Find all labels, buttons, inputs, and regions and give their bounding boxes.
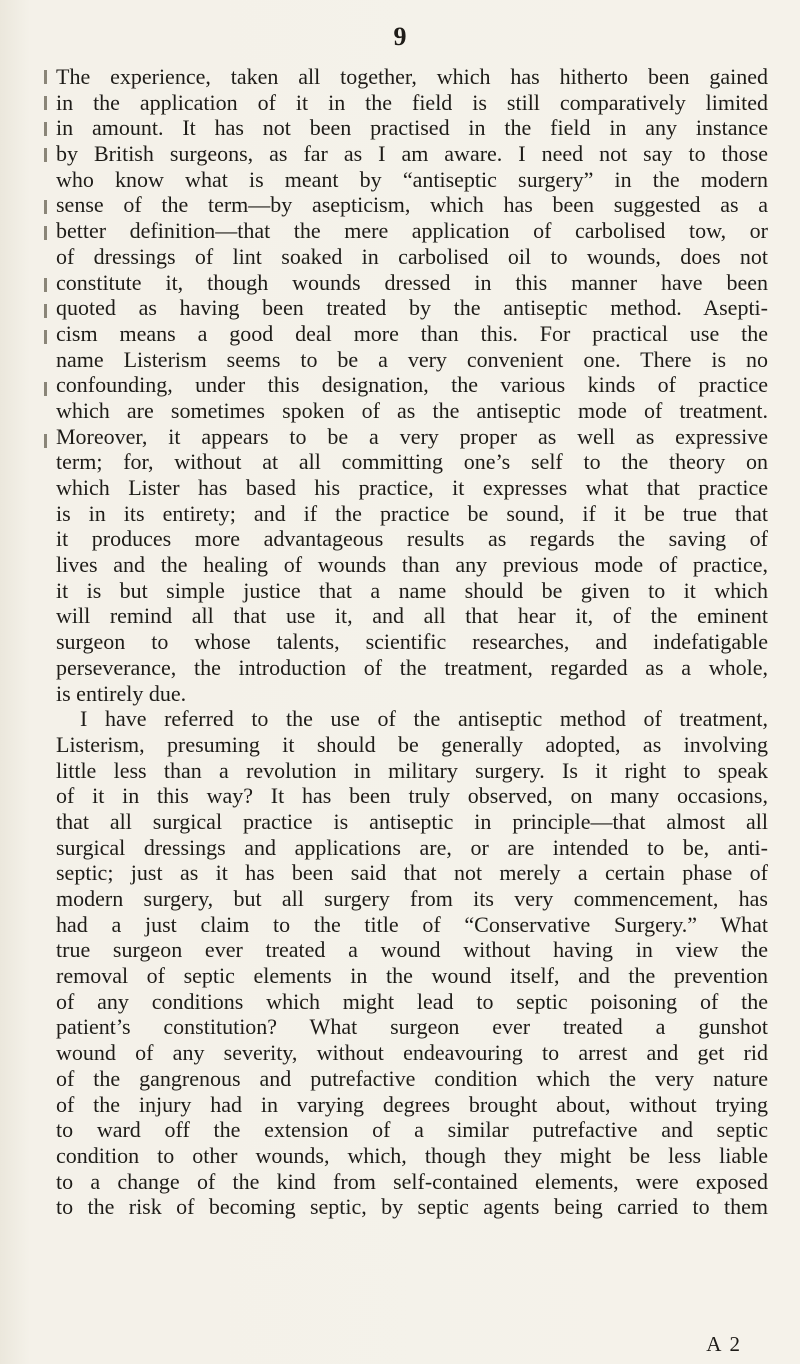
text-line: to a change of the kind from self-contained elements, were exposed: [56, 1168, 768, 1194]
text-line: name Listerism seems to be a very convenient one. There is no: [56, 346, 768, 372]
text-line: is in its entirety; and if the practice be sound, if it be true that: [56, 500, 768, 526]
paragraph-1: [56, 64, 768, 706]
text-line: quoted as having been treated by the antiseptic method. Asepti-: [56, 295, 768, 321]
margin-mark: [44, 148, 47, 162]
text-line: of the injury had in varying degrees brought about, without trying: [56, 1091, 768, 1117]
text-line: will remind all that use it, and all that hear it, of the eminent: [56, 603, 768, 629]
text-line: that all surgical practice is antiseptic in principle—that almost all: [56, 808, 768, 834]
text-line: little less than a revolution in military surgery. Is it right to speak: [56, 757, 768, 783]
text-line: who know what is meant by “antiseptic surgery” in the modern: [56, 166, 768, 192]
text-line: is entirely due.: [56, 680, 187, 706]
text-line: which Lister has based his practice, it expresses what that practice: [56, 475, 768, 500]
body-text: [56, 64, 768, 1220]
text-line: condition to other wounds, which, though they might be less liable: [56, 1142, 768, 1168]
text-line: confounding, under this designation, the various kinds of practice: [56, 372, 768, 398]
margin-mark: [44, 96, 47, 110]
text-line: Listerism, presuming it should be generally adopted, as involving: [56, 731, 768, 757]
text-line: surgical dressings and applications are, or are intended to be, anti-: [56, 834, 768, 860]
page-number: 9: [393, 22, 407, 51]
text-line: it is but simple justice that a name should be given to it which: [56, 577, 768, 603]
text-line: cism means a good deal more than this. For practical use the: [56, 320, 768, 346]
text-line: in amount. It has not been practised in the field in any instance: [56, 115, 768, 141]
margin-mark: [44, 330, 47, 344]
text-line: lives and the healing of wounds than any previous mode of practice,: [56, 552, 768, 578]
text-line: to ward off the extension of a similar putrefactive and septic: [56, 1117, 768, 1143]
text-line: patient’s constitution? What surgeon ever treated a gunshot: [56, 1014, 768, 1040]
text-line: of any conditions which might lead to septic poisoning of the: [56, 988, 768, 1014]
text-line: removal of septic elements in the wound itself, and the prevention: [56, 963, 768, 989]
text-line: constitute it, though wounds dressed in this manner have been: [56, 269, 768, 295]
margin-mark: [44, 122, 47, 136]
text-line: of it in this way? It has been truly observed, on many occasions,: [56, 783, 768, 809]
text-line: in the application of it in the field is still comparatively limited: [56, 89, 768, 115]
text-line: wound of any severity, without endeavouring to arrest and get rid: [56, 1040, 768, 1066]
margin-mark: [44, 382, 47, 396]
text-line: I have referred to the use of the antiseptic method of treatment,: [80, 706, 768, 732]
text-line: to the risk of becoming septic, by septic agents being carried to them: [56, 1194, 768, 1220]
text-line: Moreover, it appears to be a very proper as well as expressive: [56, 423, 768, 449]
text-line: it produces more advantageous results as regards the saving of: [56, 526, 768, 552]
text-line: which are sometimes spoken of as the antiseptic mode of treatment.: [56, 397, 768, 423]
text-line: perseverance, the introduction of the treatment, regarded as a whole,: [56, 654, 768, 680]
text-line: septic; just as it has been said that not merely a certain phase of: [56, 860, 768, 886]
text-line: by British surgeons, as far as I am aware. I need not say to those: [56, 141, 768, 167]
text-line: surgeon to whose talents, scientific researches, and indefatigable: [56, 629, 768, 655]
text-line: term; for, without at all committing one’s self to the theory on: [56, 449, 768, 475]
text-line: of the gangrenous and putrefactive condition which the very nature: [56, 1065, 768, 1091]
margin-mark: [44, 304, 47, 318]
text-line: modern surgery, but all surgery from its very commencement, has: [56, 886, 768, 911]
margin-marks: [44, 70, 50, 590]
margin-mark: [44, 70, 47, 84]
margin-mark: [44, 434, 47, 448]
paragraph-2: [56, 706, 768, 1220]
margin-mark: [44, 200, 47, 214]
margin-mark: [44, 226, 47, 240]
text-line: true surgeon ever treated a wound without having in view the: [56, 937, 768, 963]
text-line: better definition—that the mere application of carbolised tow, or: [56, 218, 768, 244]
signature-mark: A 2: [706, 1332, 742, 1356]
text-line: had a just claim to the title of “Conservative Surgery.” What: [56, 911, 768, 937]
margin-mark: [44, 278, 47, 292]
text-line: of dressings of lint soaked in carbolised oil to wounds, does not: [56, 243, 768, 269]
text-line: The experience, taken all together, which has hitherto been gained: [56, 64, 768, 89]
text-line: sense of the term—by asepticism, which has been suggested as a: [56, 192, 768, 218]
